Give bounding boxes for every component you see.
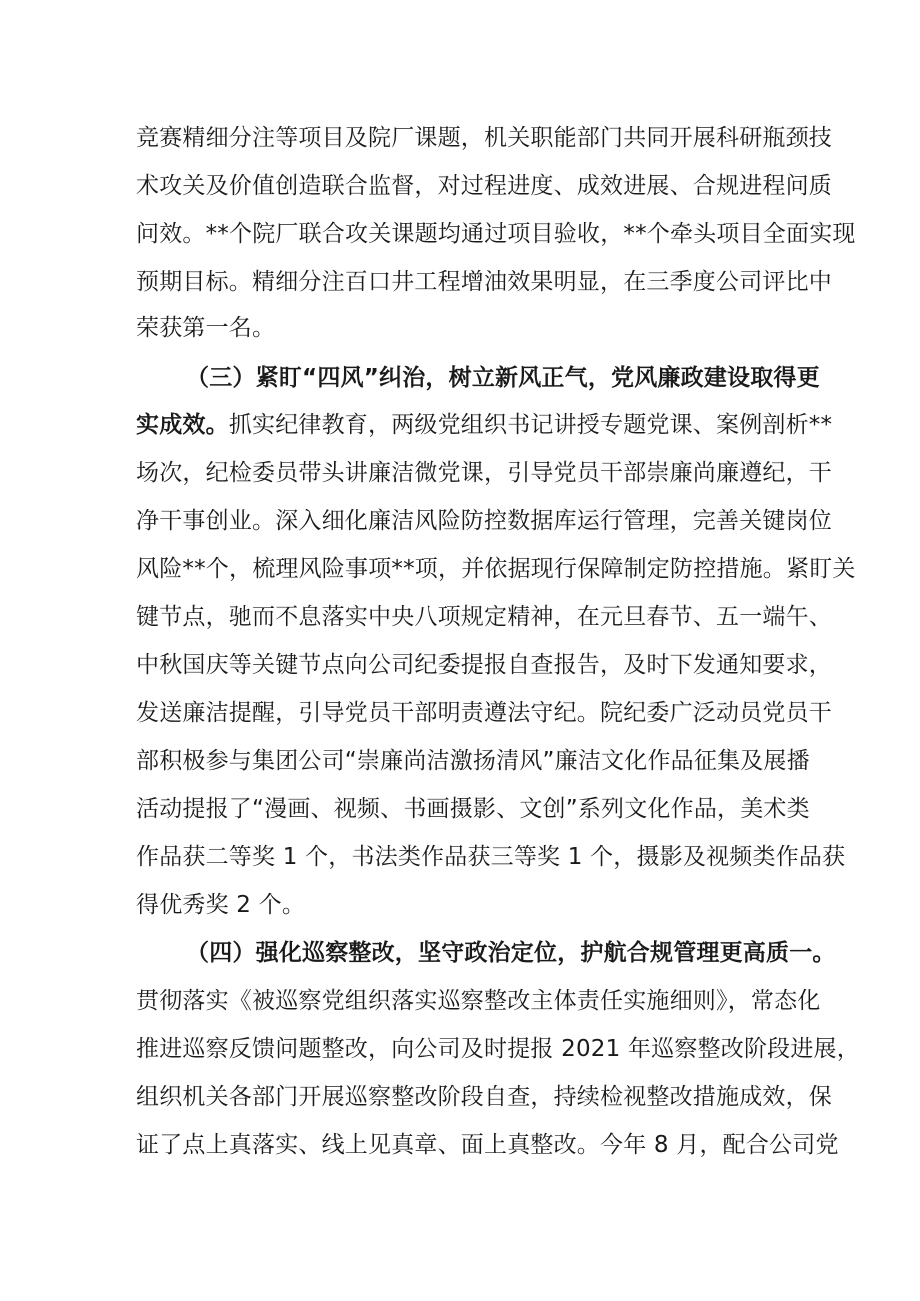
paragraph-line: 得优秀奖 2 个。 bbox=[136, 892, 306, 918]
paragraph-line: 场次，纪检委员带头讲廉洁微党课，引导党员干部崇廉尚廉遵纪，干 bbox=[136, 460, 832, 486]
paragraph-line: 推进巡察反馈问题整改，向公司及时提报 2021 年巡察整改阶段进展， bbox=[136, 1036, 860, 1062]
paragraph-line: 风险**个，梳理风险事项**项，并依据现行保障制定防控措施。紧盯关 bbox=[136, 556, 856, 582]
paragraph-line: 发送廉洁提醒，引导党员干部明责遵法守纪。院纪委广泛动员党员干 bbox=[136, 700, 832, 726]
section-heading-3: （三）紧盯“四风”纠治，树立新风正气，党风廉政建设取得更 bbox=[186, 365, 820, 391]
paragraph-line: 部积极参与集团公司“崇廉尚洁激扬清风”廉洁文化作品征集及展播 bbox=[136, 748, 810, 774]
paragraph-line bbox=[136, 410, 833, 440]
paragraph-line: 竞赛精细分注等项目及院厂课题，机关职能部门共同开展科研瓶颈技 bbox=[136, 125, 832, 151]
paragraph-line: 净干事创业。深入细化廉洁风险防控数据库运行管理，完善关键岗位 bbox=[136, 508, 832, 534]
paragraph-line: 术攻关及价值创造联合监督，对过程进度、成效进展、合规进程问质 bbox=[136, 173, 832, 199]
paragraph-line: 作品获二等奖 1 个，书法类作品获三等奖 1 个，摄影及视频类作品获 bbox=[136, 844, 846, 870]
paragraph-line: 贯彻落实《被巡察党组织落实巡察整改主体责任实施细则》，常态化 bbox=[136, 988, 821, 1014]
paragraph-line: 键节点，驰而不息落实中央八项规定精神，在元旦春节、五一端午、 bbox=[136, 604, 832, 630]
paragraph-text: 抓实纪律教育，两级党组织书记讲授专题党课、案例剖析** bbox=[228, 412, 833, 438]
paragraph-line: 问效。**个院厂联合攻关课题均通过项目验收，**个牵头项目全面实现 bbox=[136, 221, 856, 247]
paragraph-line: 证了点上真落实、线上见真章、面上真整改。今年 8 月，配合公司党 bbox=[136, 1132, 839, 1158]
paragraph-line: 活动提报了“漫画、视频、书画摄影、文创”系列文化作品，美术类 bbox=[136, 796, 810, 822]
paragraph-line: 组织机关各部门开展巡察整改阶段自查，持续检视整改措施成效，保 bbox=[136, 1084, 832, 1110]
paragraph-line: 荣获第一名。 bbox=[136, 315, 276, 341]
section-heading-3-end: 实成效。 bbox=[136, 412, 229, 438]
section-heading-4: （四）强化巡察整改，坚守政治定位，护航合规管理更高质一。 bbox=[186, 940, 836, 966]
paragraph-line: 预期目标。精细分注百口井工程增油效果明显，在三季度公司评比中 bbox=[136, 269, 832, 295]
paragraph-line: 中秋国庆等关键节点向公司纪委提报自查报告，及时下发通知要求， bbox=[136, 652, 832, 678]
